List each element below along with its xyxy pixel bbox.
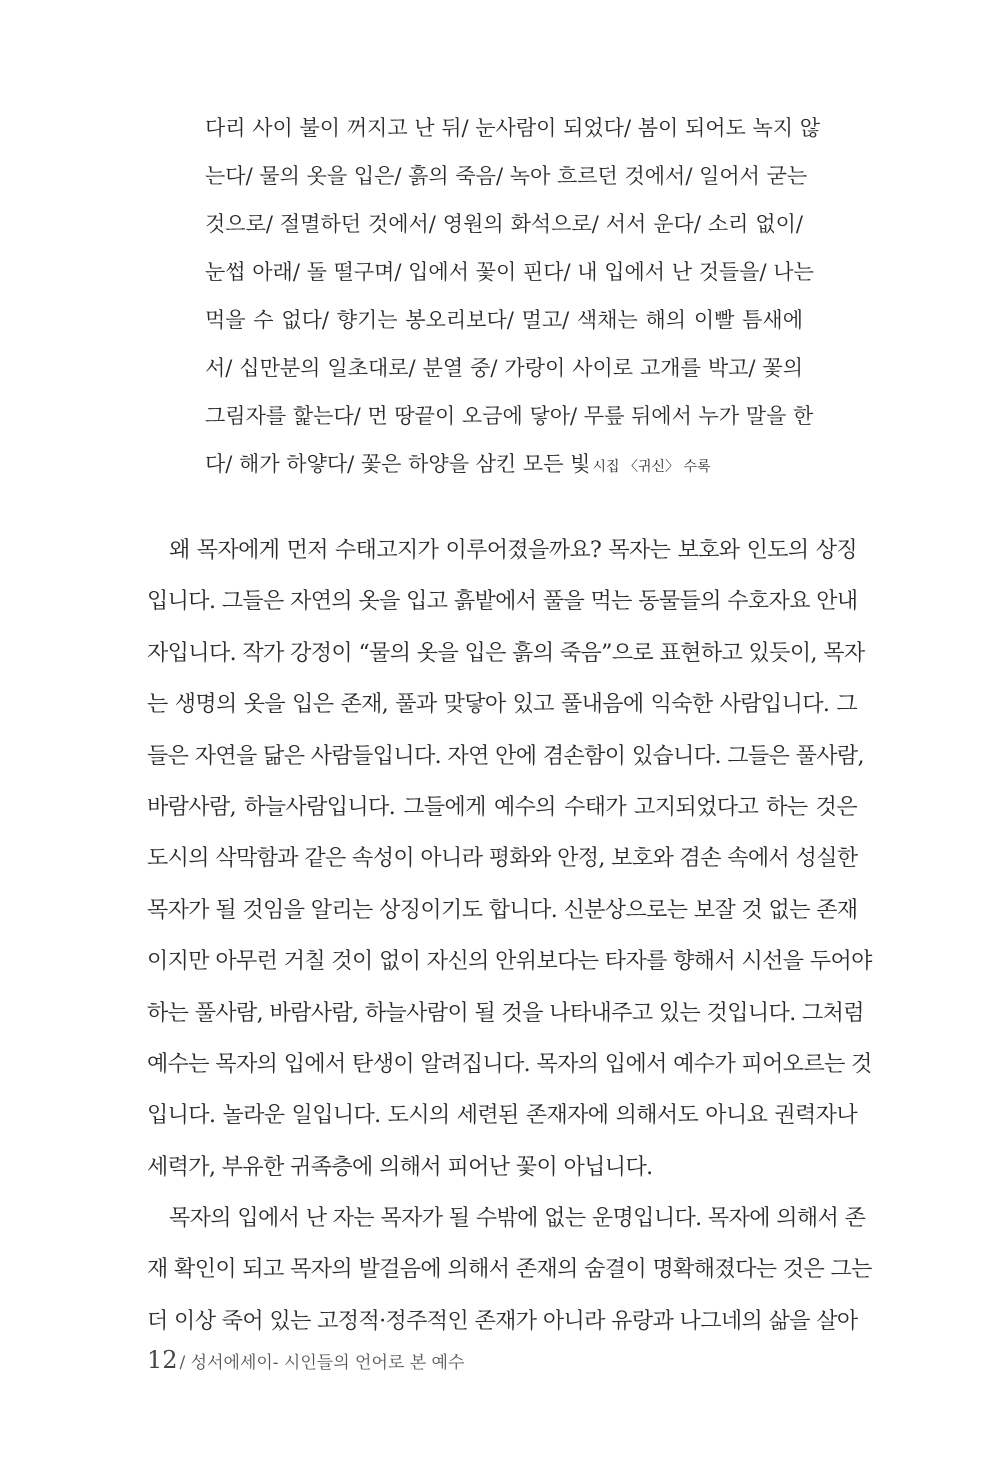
poem-line-text: 다/ 해가 하얗다/ 꽃은 하양을 삼킨 모든 빛	[205, 452, 591, 476]
poem-quote	[205, 104, 821, 488]
poem-line: 눈썹 아래/ 돌 떨구며/ 입에서 꽃이 핀다/ 내 입에서 난 것들을/ 나는	[205, 260, 814, 284]
paragraph-line: 입니다. 그들은 자연의 옷을 입고 흙밭에서 풀을 먹는 동물들의 수호자요 안내	[147, 589, 858, 615]
paragraph-line: 더 이상 죽어 있는 고정적·정주적인 존재가 아니라 유랑과 나그네의 삶을 살아	[147, 1308, 858, 1334]
paragraph-line: 하는 풀사람, 바람사람, 하늘사람이 될 것을 나타내주고 있는 것입니다. 그처럼	[147, 1000, 864, 1026]
poem-line: 는다/ 물의 옷을 입은/ 흙의 죽음/ 녹아 흐르던 것에서/ 일어서 굳는	[205, 164, 808, 188]
poem-line-last	[205, 440, 803, 488]
paragraph-line: 바람사람, 하늘사람입니다. 그들에게 예수의 수태가 고지되었다고 하는 것은	[147, 794, 857, 820]
page-number: 12	[147, 1346, 178, 1374]
poem-line: 그림자를 핥는다/ 먼 땅끝이 오금에 닿아/ 무릎 뒤에서 누가 말을 한	[205, 404, 814, 428]
body-text	[147, 525, 872, 1347]
poem-line: 것으로/ 절멸하던 것에서/ 영원의 화석으로/ 서서 운다/ 소리 없이/	[205, 212, 803, 236]
paragraph-line: 입니다. 놀라운 일입니다. 도시의 세련된 존재자에 의해서도 아니요 권력자나	[147, 1103, 857, 1129]
paragraph-line: 목자의 입에서 난 자는 목자가 될 수밖에 없는 운명입니다. 목자에 의해서 존	[169, 1206, 866, 1232]
paragraph-line: 재 확인이 되고 목자의 발걸음에 의해서 존재의 숨결이 명확해졌다는 것은 그는	[147, 1257, 872, 1283]
paragraph-line: 예수는 목자의 입에서 탄생이 알려집니다. 목자의 입에서 예수가 피어오르는 것	[147, 1051, 872, 1077]
paragraph-line: 이지만 아무런 거칠 것이 없이 자신의 안위보다는 타자를 향해서 시선을 두어야	[147, 949, 872, 975]
paragraph-line: 자입니다. 작가 강정이 “물의 옷을 입은 흙의 죽음”으로 표현하고 있듯이, 목자	[147, 640, 865, 666]
poem-source: 시집 〈귀신〉 수록	[592, 459, 711, 475]
running-title: / 성서에세이- 시인들의 언어로 본 예수	[179, 1353, 465, 1373]
paragraph-line: 도시의 삭막함과 같은 속성이 아니라 평화와 안정, 보호와 겸손 속에서 성실한	[147, 846, 858, 872]
paragraph-line: 목자가 될 것임을 알리는 상징이기도 합니다. 신분상으로는 보잘 것 없는 존재	[147, 897, 858, 923]
poem-line: 다리 사이 불이 꺼지고 난 뒤/ 눈사람이 되었다/ 봄이 되어도 녹지 않	[205, 116, 821, 140]
poem-line: 먹을 수 없다/ 향기는 봉오리보다/ 멀고/ 색채는 해의 이빨 틈새에	[205, 308, 803, 332]
paragraph-line: 왜 목자에게 먼저 수태고지가 이루어졌을까요? 목자는 보호와 인도의 상징	[169, 538, 857, 563]
paragraph-line: 세력가, 부유한 귀족층에 의해서 피어난 꽃이 아닙니다.	[147, 1154, 653, 1180]
poem-line: 서/ 십만분의 일초대로/ 분열 중/ 가랑이 사이로 고개를 박고/ 꽃의	[205, 356, 803, 380]
paragraph-line: 들은 자연을 닮은 사람들입니다. 자연 안에 겸손함이 있습니다. 그들은 풀사람,	[147, 743, 864, 769]
page-footer	[147, 1340, 464, 1380]
paragraph-line: 는 생명의 옷을 입은 존재, 풀과 맞닿아 있고 풀내음에 익숙한 사람입니다. 그	[147, 692, 857, 718]
